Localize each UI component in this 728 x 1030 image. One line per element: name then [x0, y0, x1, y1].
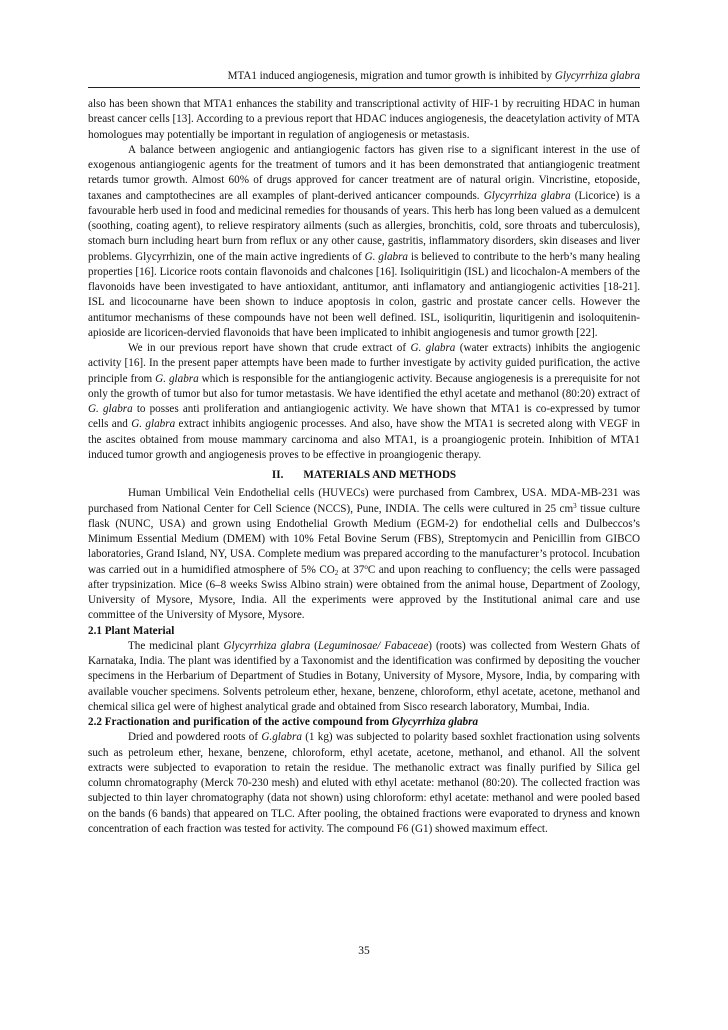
- subscript: 2: [334, 568, 339, 577]
- species-name: G. glabra: [131, 418, 176, 431]
- paragraph-previous-report: [88, 341, 640, 463]
- superscript: 3: [573, 501, 577, 510]
- section-title: MATERIALS AND METHODS: [303, 469, 457, 481]
- running-head-species: Glycyrrhiza glabra: [554, 70, 640, 82]
- species-name: G. glabra: [88, 403, 133, 415]
- page-number: 35: [358, 945, 370, 957]
- running-head-text: MTA1 induced angiogenesis, migration and tumor growth is inhibited by: [227, 70, 555, 82]
- paragraph-text: is believed to contribute to the herb’s many healing properties [16]. Licorice roots contain flavonoids and chalcones [16]. Isoliquiritigin (ISL) and licochalon-A members of the flavonoids have been investigated to have antioxidant, antitumor, anti inflamatory and antiangiogenic activities [18-21]. ISL and licocounarne have been shown to induce apoptosis in colon, gastric and prostate cancer cells. However the antitumor mechanisms of these compounds have not been well defined. ISL, isoliquritin, liquritigenin and isoloquitenin-apioside are licoricen-dervied flavonoids that have been implicated to inhibit angiogenesis and tumor growth [22].: [88, 250, 641, 339]
- paragraph-text: (: [310, 639, 318, 652]
- family-name: Leguminosae/ Fabaceae: [317, 639, 429, 652]
- paragraph-angiogenic-balance: [88, 143, 640, 341]
- species-name: G. glabra: [410, 342, 456, 354]
- subsection-heading-plant-material: 2.1 Plant Material: [88, 624, 175, 637]
- section-number: II.: [271, 469, 284, 481]
- paragraph-text: ) (roots) was collected from Western Ghats of Karnataka, India. The plant was identified by a Taxonomist and the identification was confirmed by depositing the voucher specimens in the Herbarium of Department of Studies in Botany, University of Mysore, Mysore, India, by comparing with available voucher specimens. Solvents petroleum ether, hexane, benzene, chloroform, ethyl acetate, acetone, methanol and chemical silica gel were of highest analytical grade and obtained from Sisco research laboratory, Mumbai, India.: [88, 639, 640, 713]
- paragraph-text: at 37: [338, 563, 365, 576]
- species-name: G.glabra: [261, 731, 302, 744]
- paragraph-cells: [88, 486, 640, 623]
- paragraph-text: (water extracts) inhibits the angiogenic activity [16]. In the present paper attempts have been made to further investigate by activity guided purification, the active principle from: [88, 342, 641, 385]
- paragraph-text: extract inhibits angiogenic processes. And also, have show the MTA1 is secreted along with VEGF in the ascites obtained from mouse mammary carcinoma and also MTA1, is a proangiogenic protein. Inhibition of MTA1 induced tumor growth and angiogenesis proves to be effective in proangiogenic therapy.: [88, 418, 640, 461]
- article-body: [88, 97, 640, 837]
- paragraph-text: We in our previous report have shown that crude extract of: [128, 342, 411, 354]
- species-name: Glycyrrhiza glabra: [223, 639, 311, 652]
- paragraph-text: to posses anti proliferation and antiangiogenic activity. We have shown that MTA1 is co-expressed by tumor cells and: [88, 403, 641, 431]
- species-name: Glycyrrhiza glabra: [483, 189, 571, 202]
- paragraph-text: The medicinal plant: [128, 639, 224, 652]
- species-name: G. glabra: [155, 372, 199, 385]
- paragraph-text: A balance between angiogenic and antiangiogenic factors has given rise to a significant interest in the use of exogenous antiangiogenic agents for the treatment of tumors and it has been demonstrated that antiangiogenic treatment retards tumor growth. Almost 60% of drugs approved for cancer treatment are of natural origin. Vincristine, etoposide, taxanes and camptothecines are all examples of plant-derived anticancer compounds.: [88, 143, 640, 202]
- section-heading-materials-methods: [88, 468, 640, 483]
- subsection-title: 2.2 Fractionation and purification of the active compound from: [88, 716, 392, 728]
- paragraph-text: C and upon reaching to confluency; the cells were passaged after trypsinization. Mice (6–8 weeks Swiss Albino strain) were obtained from the animal house, Department of Zoology, University of Mysore, Mysore, India. All the experiments were approved by the Institutional animal care and use committee of the University of Mysore, Mysore.: [88, 563, 640, 622]
- species-name: G. glabra: [364, 250, 408, 263]
- paragraph-text: (Licorice) is a favourable herb used in food and medicinal remedies for thousands of years. This herb has long been valued as a demulcent (soothing, coating agent), to relieve respiratory ailments (such as allergies, bronchitis, cold, sore throats and tuberculosis), stomach burn including heart burn from reflux or any other cause, gastritis, inflammatory disorders, skin diseases and liver problems. Glycyrrhizin, one of the main active ingredients of: [88, 189, 641, 263]
- paragraph-text: Human Umbilical Vein Endothelial cells (HUVECs) were purchased from Cambrex, USA. MDA-MB-231 was purchased from National Center for Cell Science (NCCS), Pune, INDIA. The cells were cultured in 25 cm: [88, 487, 640, 515]
- paragraph-intro-continued: [88, 97, 640, 143]
- paragraph-text: tissue culture flask (NUNC, USA) and grown using Endothelial Growth Medium (EGM-2) for endothelial cells and Dulbeccos’s Minimum Essential Medium (DMEM) with 10% Fetal Bovine Serum (FBS), Streptomycin and Penicillin from GIBCO laboratories, Grand Island, NY, USA. Complete medium was prepared according to the manufacturer’s protocol. Incubation was carried out in a humidified atmosphere of 5% CO: [88, 502, 640, 576]
- paragraph-plant-material: [88, 639, 640, 715]
- subsection-heading-fractionation: [88, 715, 640, 730]
- paragraph-text: also has been shown that MTA1 enhances the stability and transcriptional activity of HIF-1 by recruiting HDAC in human breast cancer cells [13]. According to a previous report that HDAC induces angiogenesis, the deacetylation activity of MTA homologues may potentially be important in regulation of angiogenesis or metastasis.: [88, 98, 640, 141]
- paragraph-text: (1 kg) was subjected to polarity based soxhlet fractionation using solvents such as petroleum ether, hexane, benzene, chloroform, ethyl acetate, acetone, methanol, and ethanol. All the solvent extracts were subjected to evaporation to retain the residue. The methanolic extract was finally purified by Silica gel column chromatography (Merck 70-230 mesh) and eluted with ethyl acetate: methanol (80:20). The collected fraction was subjected to thin layer chromatography (data not shown) using chloroform: ethyl acetate: methanol and were pooled based on the bands (6 bands) that appeared on TLC. After pooling, the obtained fractions were evaporated to dryness and known concentration of each fraction was tested for activity. The compound F6 (G1) showed maximum effect.: [88, 731, 640, 835]
- paragraph-text: Dried and powdered roots of: [128, 731, 262, 744]
- degree-superscript: o: [364, 562, 368, 571]
- species-name: Glycyrrhiza glabra: [391, 716, 479, 728]
- paragraph-fractionation: [88, 730, 640, 837]
- paragraph-text: which is responsible for the antiangiogenic activity. Because angiogenesis is a prerequisite for not only the growth of tumor but also for tumor metastasis. We have identified the ethyl acetate and methanol (80:20) extract of: [88, 372, 641, 400]
- running-head: [88, 70, 640, 88]
